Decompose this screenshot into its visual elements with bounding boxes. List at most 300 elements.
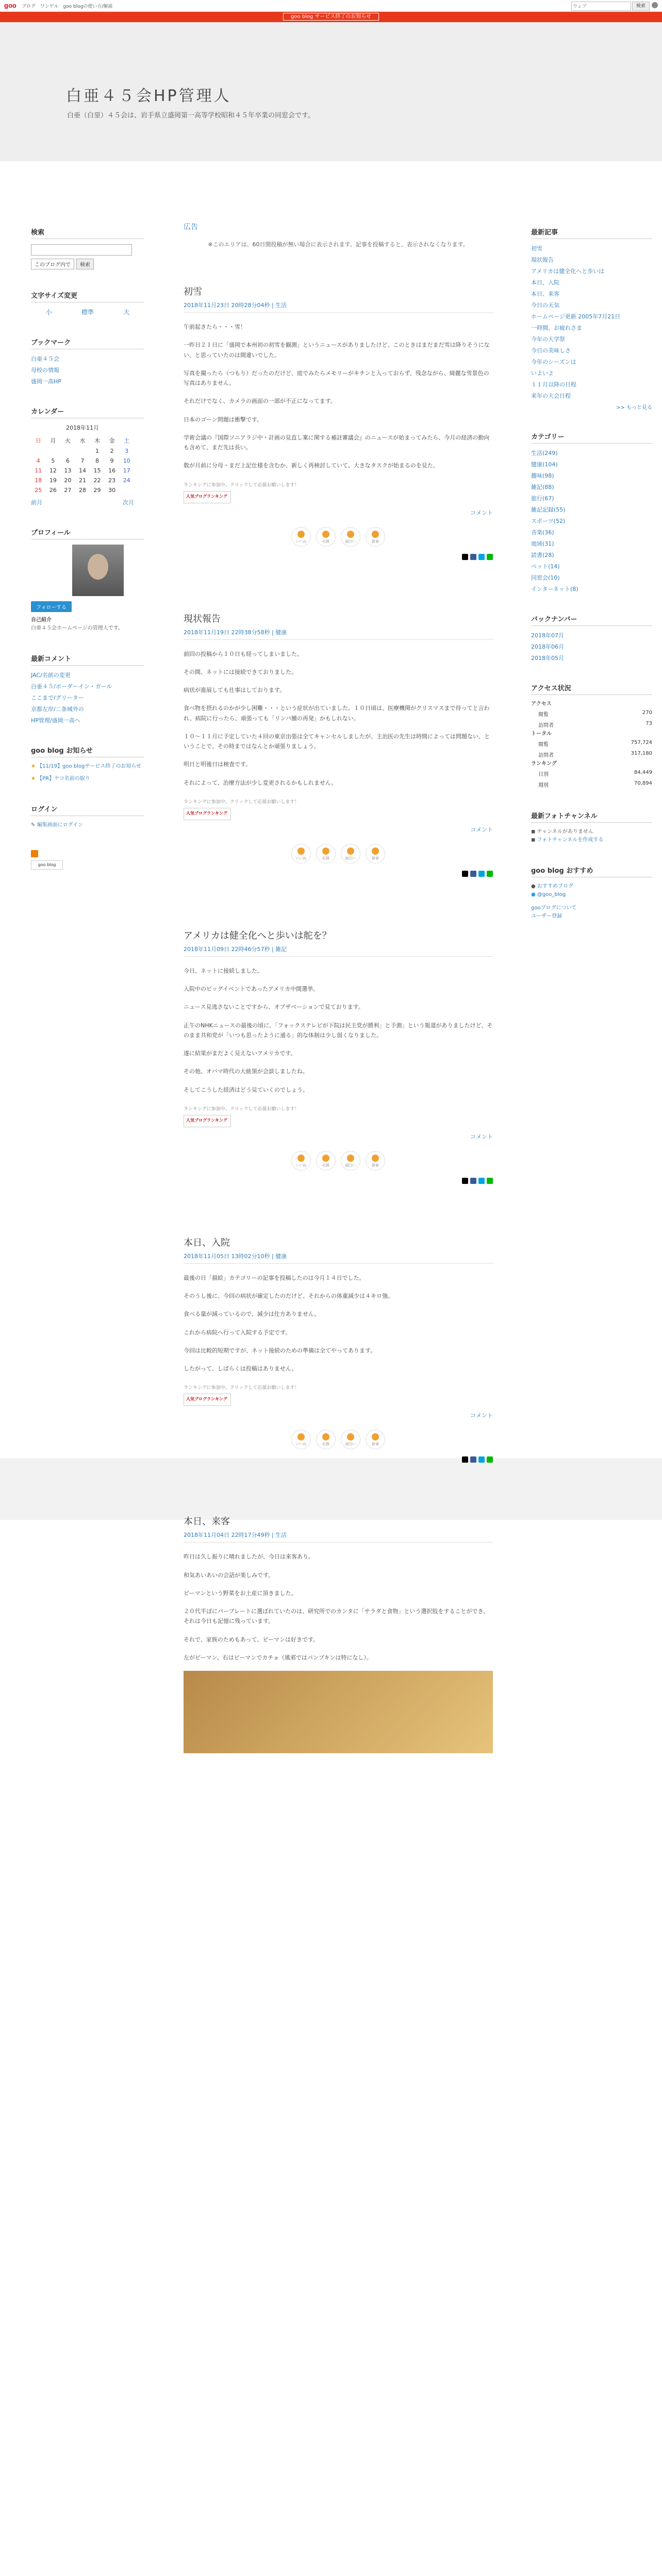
stat-label: 訪問者 bbox=[538, 723, 554, 728]
cal-dow: 月 bbox=[50, 437, 56, 444]
category-link[interactable]: 雑記(88) bbox=[531, 484, 554, 490]
post-paragraph: ニュース見逃さないことですから、オブザベーションで見ております。 bbox=[184, 1004, 364, 1011]
reaction-button[interactable] bbox=[316, 1430, 336, 1449]
reaction-icon bbox=[347, 1433, 354, 1440]
bookmark-block bbox=[31, 337, 144, 385]
ranking-note: ランキングに参加中。クリックして応援お願いします！ bbox=[184, 1106, 300, 1112]
reaction-icon bbox=[322, 531, 329, 538]
global-header bbox=[0, 0, 662, 12]
reaction-button[interactable] bbox=[316, 844, 336, 863]
bookmark-item[interactable]: 母校の情報 bbox=[31, 367, 59, 374]
recent-post-link[interactable]: 本日、入院 bbox=[531, 279, 559, 286]
post-paragraph: 遂に結果がまだよく見えないアメリカです。 bbox=[184, 1050, 296, 1057]
calendar-day[interactable]: 18 bbox=[35, 477, 42, 484]
reaction-icon bbox=[347, 1155, 354, 1162]
category-link[interactable]: 趣味(98) bbox=[531, 472, 554, 479]
recent-more-link[interactable]: >> もっと見る bbox=[616, 405, 652, 411]
ranking-note: ランキングに参加中。クリックして応援お願いします！ bbox=[184, 1385, 300, 1391]
post-paragraph: そのうし後に、今回の病状が確定したのだけど、それからの体重減少は４キロ強。 bbox=[184, 1293, 393, 1299]
comment-item[interactable]: 白亜４５/ボーダーイン・ガール bbox=[31, 683, 112, 690]
calendar-day[interactable]: 24 bbox=[123, 477, 130, 484]
photo-block bbox=[531, 810, 652, 844]
category-link[interactable]: インターネット(8) bbox=[531, 586, 578, 592]
reaction-icon bbox=[322, 1433, 329, 1440]
profile-block bbox=[31, 527, 144, 633]
calendar-day[interactable]: 19 bbox=[49, 477, 57, 484]
stat-label: 週別 bbox=[538, 783, 549, 788]
category-block bbox=[531, 431, 652, 593]
ad-area bbox=[184, 222, 493, 248]
reaction-label: いいね bbox=[295, 856, 307, 860]
camera-icon: ◼ bbox=[531, 837, 536, 843]
nav-wangel[interactable]: ワンゲル bbox=[40, 4, 59, 9]
calendar-day[interactable]: 12 bbox=[49, 467, 57, 474]
post-body bbox=[184, 649, 493, 788]
ranking-banner-label: 人気ブログランキング bbox=[186, 494, 227, 499]
blog-icon: ● bbox=[531, 884, 536, 889]
blog-post bbox=[184, 1514, 493, 1753]
stat-label: 閲覧 bbox=[538, 742, 549, 748]
hatena-share-icon[interactable] bbox=[478, 1456, 485, 1463]
calendar-block bbox=[31, 406, 144, 506]
reco-link[interactable]: @goo_blog bbox=[537, 892, 566, 897]
blog-search-button[interactable]: 検索 bbox=[76, 259, 94, 269]
reaction-button[interactable] bbox=[291, 844, 311, 863]
post-title[interactable]: アメリカは健全化へと歩いは舵を？ bbox=[184, 930, 332, 941]
post-paragraph: その他、オバマ時代の大統領が会談しましたね。 bbox=[184, 1068, 308, 1075]
reaction-button[interactable] bbox=[316, 527, 336, 547]
fontsize-small[interactable]: 小 bbox=[45, 309, 52, 316]
backnumber-block bbox=[531, 614, 652, 662]
reaction-icon bbox=[322, 1155, 329, 1162]
blog-title[interactable]: 白亜４５会HP管理人 bbox=[66, 87, 231, 105]
post-paragraph: 食べ物を摂れるのかが少し困難・・・という症状が出ていました。１０日頃は、医療機関がクリスマスまで待ってと言われ、病院に行ったら、頑張っても「リンパ腫の再発」かもしれない。 bbox=[184, 705, 490, 722]
post-paragraph: 学術会議の『国際ソニアラジ中・計画の見直し案に関する補註審議会』のニュースが始まってみたら、今月の経済の動向も含めて、まだ先は長い。 bbox=[184, 434, 490, 451]
category-link[interactable]: 生活(249) bbox=[531, 450, 558, 456]
comments-heading: 最新コメント bbox=[31, 653, 144, 666]
calendar-day bbox=[46, 446, 61, 456]
bookmark-heading: ブックマーク bbox=[31, 337, 144, 349]
post-paragraph: 数が月前に分母・まだ上記仕様を含むか、新しく再検討していて、大きなタスクが始まるのを見た。 bbox=[184, 462, 439, 469]
reaction-label: 面白い bbox=[345, 539, 356, 544]
reaction-buttons bbox=[184, 1430, 493, 1449]
comment-link[interactable]: コメント bbox=[470, 1412, 493, 1419]
calendar-day[interactable]: 4 bbox=[36, 457, 40, 464]
calendar-day[interactable]: 25 bbox=[35, 487, 42, 494]
reaction-buttons bbox=[184, 844, 493, 863]
calendar-day[interactable]: 28 bbox=[78, 487, 86, 494]
backnumber-link[interactable]: 2018年07月 bbox=[531, 632, 564, 639]
recent-post-link[interactable]: 今日の天気 bbox=[531, 302, 559, 309]
post-date[interactable]: 2018年11月05日 13時02分10秒 | 健康 bbox=[184, 1252, 493, 1264]
calendar-day[interactable]: 27 bbox=[64, 487, 72, 494]
blog-search-input[interactable] bbox=[31, 244, 132, 256]
post-title[interactable]: 現状報告 bbox=[184, 613, 221, 624]
category-link[interactable]: 雑記記録(55) bbox=[531, 506, 566, 513]
reaction-label: 面白い bbox=[345, 856, 356, 860]
comments-block bbox=[31, 653, 144, 724]
blog-header bbox=[0, 22, 662, 161]
reaction-label: 応援 bbox=[322, 1163, 329, 1167]
fontsize-heading: 文字サイズ変更 bbox=[31, 290, 144, 302]
profile-heading: プロフィール bbox=[31, 527, 144, 539]
post-body bbox=[184, 322, 493, 471]
ranking-label: ランキング bbox=[531, 761, 557, 767]
stat-label: 訪問者 bbox=[538, 753, 554, 758]
post-body bbox=[184, 1273, 493, 1374]
x-share-icon[interactable] bbox=[462, 871, 468, 877]
calendar-day[interactable]: 9 bbox=[110, 457, 114, 464]
ad-heading: 広告 bbox=[184, 223, 198, 231]
recent-post-link[interactable]: 現状報告 bbox=[531, 257, 554, 263]
category-link[interactable]: ペット(14) bbox=[531, 563, 560, 570]
calendar-day[interactable]: 1 bbox=[95, 448, 100, 454]
comment-item[interactable]: ここまで/グリーター bbox=[31, 694, 84, 701]
post-paragraph: 病状が進展しても仕事はしております。 bbox=[184, 687, 286, 693]
recent-post-link[interactable]: 今年の大学祭 bbox=[531, 336, 565, 343]
ranking-banner-label: 人気ブログランキング bbox=[186, 1117, 227, 1123]
line-share-icon[interactable] bbox=[487, 1456, 493, 1463]
reaction-icon bbox=[347, 531, 354, 538]
calendar-day[interactable]: 7 bbox=[80, 457, 85, 464]
global-nav bbox=[22, 3, 115, 9]
news-heading: goo blog お知らせ bbox=[31, 745, 144, 757]
hatena-share-icon[interactable] bbox=[478, 871, 485, 877]
post-paragraph: 前回の投稿から１０日も経ってしまいました。 bbox=[184, 650, 303, 657]
x-share-icon[interactable] bbox=[462, 1456, 468, 1463]
post-paragraph: 今回は比較的短期ですが、ネット接続のための準備は全てやってあります。 bbox=[184, 1347, 376, 1354]
reco-heading: goo blog おすすめ bbox=[531, 865, 652, 877]
total-pv: 757,724 bbox=[631, 740, 652, 745]
calendar-day[interactable]: 3 bbox=[125, 448, 129, 454]
facebook-share-icon[interactable] bbox=[470, 1456, 476, 1463]
login-heading: ログイン bbox=[31, 804, 144, 816]
post-date[interactable]: 2018年11月04日 22時17分49秒 | 生活 bbox=[184, 1531, 493, 1543]
goo-logo[interactable]: goo bbox=[4, 2, 16, 9]
global-search-button[interactable]: 検索 bbox=[632, 2, 650, 11]
post-paragraph: 日本のゴーン問題は衝撃です。 bbox=[184, 416, 262, 423]
reaction-button[interactable] bbox=[366, 527, 385, 547]
post-paragraph: 食べる量が減っているので、減少は仕方ありません。 bbox=[184, 1311, 320, 1318]
calendar-day[interactable]: 11 bbox=[35, 467, 42, 474]
calendar-day bbox=[60, 446, 75, 456]
recent-post-link[interactable]: 一時間、お疲れさま bbox=[531, 325, 582, 331]
post-body bbox=[184, 966, 493, 1095]
blog-post bbox=[184, 1235, 493, 1463]
bookmark-item[interactable]: 白亜４５会 bbox=[31, 355, 59, 362]
bookmark-item[interactable]: 盛岡一高HP bbox=[31, 378, 61, 385]
reaction-icon bbox=[372, 531, 379, 538]
calendar-day[interactable]: 20 bbox=[64, 477, 72, 484]
calendar-day[interactable]: 10 bbox=[123, 457, 130, 464]
calendar-day[interactable]: 5 bbox=[51, 457, 55, 464]
ranking-banner[interactable] bbox=[184, 808, 231, 820]
line-share-icon[interactable] bbox=[487, 871, 493, 877]
comment-link[interactable]: コメント bbox=[470, 1133, 493, 1140]
reaction-buttons bbox=[184, 527, 493, 547]
fontsize-normal[interactable]: 標準 bbox=[81, 309, 94, 316]
facebook-share-icon[interactable] bbox=[470, 554, 476, 560]
facebook-share-icon[interactable] bbox=[470, 871, 476, 877]
post-title[interactable]: 本日、来客 bbox=[184, 1516, 230, 1528]
right-sidebar bbox=[531, 227, 652, 941]
recent-heading: 最新記事 bbox=[531, 227, 652, 239]
ranking-banner[interactable] bbox=[184, 1115, 231, 1127]
total-uu: 317,180 bbox=[631, 751, 652, 756]
twitter-icon: ● bbox=[531, 892, 536, 897]
calendar-day[interactable]: 16 bbox=[108, 467, 116, 474]
line-share-icon[interactable] bbox=[487, 1178, 493, 1184]
reaction-button[interactable] bbox=[366, 1430, 385, 1449]
search-heading: 検索 bbox=[31, 227, 144, 239]
hatena-share-icon[interactable] bbox=[478, 554, 485, 560]
reaction-button[interactable] bbox=[366, 844, 385, 863]
fontsize-block bbox=[31, 290, 144, 316]
recent-post-link[interactable]: 今年のシーズンは bbox=[531, 359, 576, 365]
rank-day: 84,449 bbox=[634, 770, 652, 775]
recent-post-link[interactable]: 今日の美味しさ bbox=[531, 347, 571, 354]
reaction-icon bbox=[372, 1155, 379, 1162]
search-scope-select[interactable]: このブログ内で bbox=[31, 259, 74, 269]
reaction-label: 新春 bbox=[372, 856, 379, 860]
star-icon: ★ bbox=[31, 776, 36, 782]
reaction-label: 新春 bbox=[372, 539, 379, 544]
access-heading: アクセス状況 bbox=[531, 683, 652, 695]
photo-none: チャンネルがありません bbox=[537, 829, 593, 835]
user-icon[interactable] bbox=[652, 2, 658, 8]
facebook-share-icon[interactable] bbox=[470, 1178, 476, 1184]
stat-label: 日別 bbox=[538, 772, 549, 777]
category-link[interactable]: スポーツ(52) bbox=[531, 518, 566, 524]
follow-button[interactable]: フォローする bbox=[31, 601, 72, 612]
rank-week: 70,894 bbox=[634, 781, 652, 786]
category-link[interactable]: 音楽(36) bbox=[531, 529, 554, 536]
x-share-icon[interactable] bbox=[462, 1178, 468, 1184]
news-item[interactable]: 【PR】ケコ名前の取り bbox=[37, 776, 90, 782]
post-paragraph: 左がピーマン、右はピーマンでカチョ（風邪ではパンプキンは特になし）。 bbox=[184, 1654, 372, 1661]
ranking-note: ランキングに参加中。クリックして応援お願いします！ bbox=[184, 799, 300, 805]
post-paragraph: それで、家族のためもあって、ピーマンは好きです。 bbox=[184, 1636, 319, 1643]
post-paragraph: 昨日は久し振りに晴れましたが、今日は来客あり。 bbox=[184, 1553, 314, 1561]
calendar-day[interactable]: 13 bbox=[64, 467, 72, 474]
calendar-next[interactable]: 次月 bbox=[123, 499, 134, 506]
reaction-icon bbox=[297, 1433, 305, 1440]
photo-create-link[interactable]: フォトチャンネルを作成する bbox=[537, 837, 604, 843]
profile-label: 自己紹介 bbox=[31, 617, 52, 623]
category-link[interactable]: 旅行(67) bbox=[531, 495, 554, 502]
calendar-day[interactable]: 23 bbox=[108, 477, 116, 484]
line-share-icon[interactable] bbox=[487, 554, 493, 560]
calendar-day[interactable]: 26 bbox=[49, 487, 57, 494]
stat-label: 閲覧 bbox=[538, 712, 549, 718]
search-block bbox=[31, 227, 144, 269]
reaction-button[interactable] bbox=[341, 844, 360, 863]
pencil-icon: ✎ bbox=[31, 822, 36, 828]
calendar-table bbox=[31, 435, 134, 495]
blog-post bbox=[184, 612, 493, 877]
recent-block bbox=[531, 227, 652, 411]
left-sidebar bbox=[31, 227, 144, 870]
post-paragraph: ピーマンという野菜をお土産に頂きました。 bbox=[184, 1589, 297, 1597]
star-icon: ★ bbox=[31, 764, 36, 769]
reaction-icon bbox=[297, 531, 305, 538]
calendar-day bbox=[31, 446, 46, 456]
nav-howto[interactable]: goo blogの使い方/解説 bbox=[63, 4, 113, 9]
calendar-day[interactable]: 6 bbox=[65, 457, 70, 464]
share-buttons bbox=[184, 871, 493, 877]
calendar-day[interactable]: 22 bbox=[93, 477, 101, 484]
post-paragraph: 今日、ネットに接続しました。 bbox=[184, 967, 263, 974]
category-link[interactable]: 健康(104) bbox=[531, 461, 558, 468]
post-paragraph: 正午のNHKニュースの最後の頃に、「フォックステレビが下院は民主党が勝利」と予測」という報道がありましたけど、そのまま共和党が「いつも思ったように通る」的な体制は少し弱くなりました。 bbox=[184, 1022, 493, 1039]
post-paragraph: 和気あいあいの会話が楽しみです。 bbox=[184, 1571, 274, 1579]
access-label: アクセス bbox=[531, 701, 552, 707]
blog-post bbox=[184, 284, 493, 560]
recent-post-link[interactable]: ホームページ更新 2005年7月21日 bbox=[531, 313, 621, 320]
camera-icon: ◼ bbox=[531, 829, 536, 835]
calendar-day[interactable]: 8 bbox=[95, 457, 100, 464]
calendar-day[interactable]: 14 bbox=[78, 467, 86, 474]
ad-text: ※このエリアは、60日間投稿が無い場合に表示されます。記事を投稿すると、表示されなくなります。 bbox=[208, 241, 469, 248]
comment-link[interactable]: コメント bbox=[470, 826, 493, 833]
cal-dow: 土 bbox=[124, 437, 130, 444]
calendar-day[interactable]: 17 bbox=[123, 467, 130, 474]
access-block bbox=[531, 683, 652, 790]
reaction-label: いいね bbox=[295, 1163, 307, 1167]
reaction-label: 応援 bbox=[322, 539, 329, 544]
reaction-icon bbox=[297, 1155, 305, 1162]
cal-dow: 水 bbox=[79, 437, 86, 444]
post-photo[interactable] bbox=[184, 1671, 493, 1753]
photo-heading: 最新フォトチャンネル bbox=[531, 810, 652, 823]
rss-icon[interactable] bbox=[31, 850, 38, 857]
reaction-button[interactable] bbox=[316, 1151, 336, 1171]
x-share-icon[interactable] bbox=[462, 554, 468, 560]
profile-text: 白亜４５会ホームページの管理人です。 bbox=[31, 625, 123, 631]
cal-dow: 木 bbox=[94, 437, 101, 444]
reaction-label: 面白い bbox=[345, 1163, 356, 1167]
calendar-prev[interactable]: 前月 bbox=[31, 499, 42, 506]
reaction-button[interactable] bbox=[341, 1151, 360, 1171]
recent-post-link[interactable]: 本日、来客 bbox=[531, 291, 559, 297]
reaction-button[interactable] bbox=[291, 1151, 311, 1171]
reaction-button[interactable] bbox=[291, 527, 311, 547]
ranking-banner[interactable] bbox=[184, 491, 231, 503]
backnumber-heading: バックナンバー bbox=[531, 614, 652, 626]
cal-dow: 日 bbox=[35, 437, 41, 444]
login-link[interactable]: 編集画面にログイン bbox=[37, 822, 84, 828]
post-paragraph: 明日と明後日は検査です。 bbox=[184, 761, 252, 768]
reaction-label: いいね bbox=[295, 539, 307, 544]
reaction-icon bbox=[347, 848, 354, 855]
calendar-day bbox=[119, 485, 134, 495]
comment-item[interactable]: HP管理/盛岡一高へ bbox=[31, 717, 80, 724]
reaction-icon bbox=[372, 848, 379, 855]
calendar-heading: カレンダー bbox=[31, 406, 144, 418]
comment-link[interactable]: コメント bbox=[470, 509, 493, 516]
reaction-button[interactable] bbox=[366, 1151, 385, 1171]
global-search-input[interactable] bbox=[571, 2, 631, 11]
hatena-share-icon[interactable] bbox=[478, 1178, 485, 1184]
share-buttons bbox=[184, 1178, 493, 1184]
reaction-button[interactable] bbox=[341, 527, 360, 547]
reaction-button[interactable] bbox=[341, 1430, 360, 1449]
footer-link[interactable]: ユーザー登録 bbox=[531, 913, 562, 919]
news-item[interactable]: 【11/19】goo blogサービス終了のお知らせ bbox=[37, 764, 142, 769]
today-pv: 270 bbox=[642, 710, 652, 716]
post-paragraph: 午前起きたら・・・雪！ bbox=[184, 324, 246, 330]
rss-block bbox=[31, 850, 144, 870]
calendar-day[interactable]: 2 bbox=[110, 448, 114, 454]
ranking-banner-label: 人気ブログランキング bbox=[186, 1397, 227, 1402]
reaction-label: 面白い bbox=[345, 1442, 356, 1447]
reaction-label: 新春 bbox=[372, 1163, 379, 1167]
total-label: トータル bbox=[531, 731, 552, 737]
category-link[interactable]: 同窓会(10) bbox=[531, 574, 560, 581]
ranking-banner[interactable] bbox=[184, 1394, 231, 1406]
post-paragraph: 最後の日「描絵」カテゴリーの記事を投稿したのは今月１４日でした。 bbox=[184, 1274, 365, 1281]
calendar-day[interactable]: 30 bbox=[108, 487, 116, 494]
comment-item[interactable]: JAC/名前の変更 bbox=[31, 672, 71, 679]
cal-dow: 火 bbox=[64, 437, 71, 444]
post-paragraph: これから病院へ行って入院する予定です。 bbox=[184, 1329, 291, 1336]
reco-block bbox=[531, 865, 652, 921]
goo-blog-footer-logo[interactable]: goo blog bbox=[31, 860, 63, 870]
backnumber-link[interactable]: 2018年05月 bbox=[531, 655, 564, 662]
post-title[interactable]: 本日、入院 bbox=[184, 1237, 230, 1248]
ranking-banner-label: 人気ブログランキング bbox=[186, 810, 227, 816]
service-notice-bar bbox=[0, 12, 662, 22]
category-link[interactable]: 地域(31) bbox=[531, 540, 554, 547]
nav-blog[interactable]: ブログ bbox=[22, 4, 36, 9]
post-paragraph: 写真を撮ったら（つもり）だったのだけど、庭でみたらメモリーがキチンと入っておらず、残念ながら、綺麗な雪景色の写真はありません。 bbox=[184, 369, 489, 386]
footer-link[interactable]: gooブログについて bbox=[531, 905, 577, 911]
post-title[interactable]: 初雪 bbox=[184, 286, 202, 297]
recent-post-link[interactable]: アメリカは健全化へと歩いは bbox=[531, 268, 605, 275]
calendar-day[interactable]: 15 bbox=[93, 467, 101, 474]
post-paragraph: したがって、しばらくは投稿はありません。 bbox=[184, 1365, 297, 1372]
recent-post-link[interactable]: 来年の大会日程 bbox=[531, 393, 571, 399]
share-buttons bbox=[184, 554, 493, 560]
calendar-day[interactable]: 21 bbox=[78, 477, 86, 484]
reaction-label: 応援 bbox=[322, 856, 329, 860]
blog-post bbox=[184, 928, 493, 1184]
ranking-note: ランキングに参加中。クリックして応援お願いします！ bbox=[184, 482, 300, 488]
category-heading: カテゴリー bbox=[531, 431, 652, 444]
login-block bbox=[31, 804, 144, 829]
post-paragraph: そしてこうした経済はどう見ていくのでしょう。 bbox=[184, 1086, 308, 1093]
fontsize-large[interactable]: 大 bbox=[123, 309, 130, 316]
calendar-day[interactable]: 29 bbox=[93, 487, 101, 494]
reaction-button[interactable] bbox=[291, 1430, 311, 1449]
reco-link[interactable]: おすすめブログ bbox=[537, 884, 574, 889]
recent-post-link[interactable]: １１月以降の日程 bbox=[531, 381, 576, 388]
post-paragraph: それだけでなく、カメラの画面の一部が不正になってます。 bbox=[184, 398, 336, 405]
post-date[interactable]: 2018年11月19日 22時38分58秒 | 健康 bbox=[184, 628, 493, 640]
post-date[interactable]: 2018年11月23日 20時28分04秒 | 生活 bbox=[184, 301, 493, 313]
reaction-icon bbox=[372, 1433, 379, 1440]
news-block bbox=[31, 745, 144, 783]
recent-post-link[interactable]: 初雪 bbox=[531, 245, 542, 252]
category-link[interactable]: 読書(28) bbox=[531, 552, 554, 558]
service-notice-link[interactable]: goo blog サービス終了のお知らせ bbox=[283, 13, 379, 21]
recent-post-link[interactable]: いよいよ bbox=[531, 370, 554, 377]
backnumber-link[interactable]: 2018年06月 bbox=[531, 643, 564, 650]
post-paragraph: 一昨日２１日に「盛岡で本州初の初雪を観測」というニュースがありましたけど、このときはまだまだ雪は降りそうにない、と思っていたのは間違いでした。 bbox=[184, 342, 490, 359]
post-date[interactable]: 2018年11月09日 22時46分57秒 | 雑記 bbox=[184, 945, 493, 957]
calendar-caption: 2018年11月 bbox=[66, 425, 99, 431]
comment-item[interactable]: 京都左岸/二条城外の bbox=[31, 706, 84, 713]
